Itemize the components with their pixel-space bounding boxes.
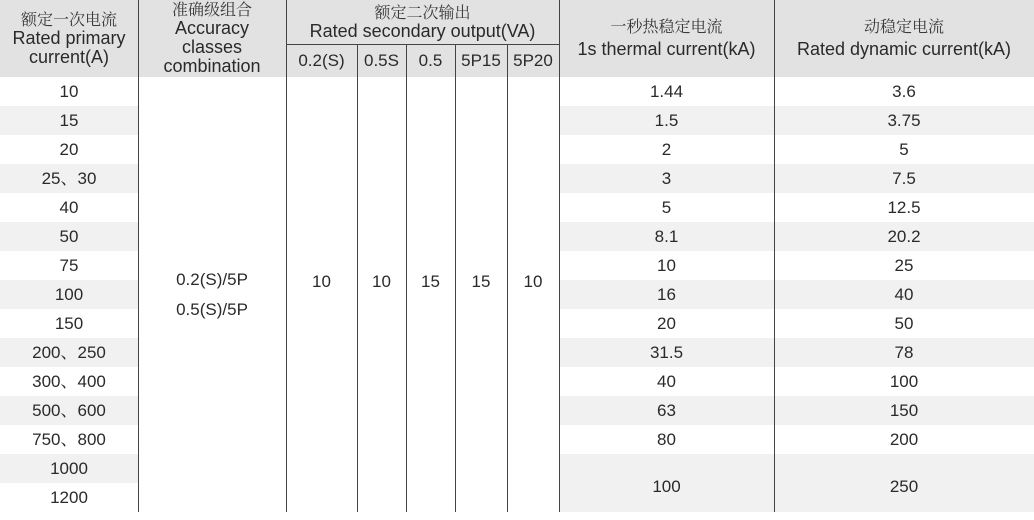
thermal-current-cell: 31.5 <box>649 343 684 362</box>
dynamic-current-cell: 100 <box>889 372 919 391</box>
secondary-value-5p20: 10 <box>523 272 543 291</box>
dynamic-current-cell: 78 <box>894 343 914 362</box>
dynamic-current-cell: 3.75 <box>887 111 921 130</box>
grid-vline <box>357 44 358 512</box>
thermal-current-cell: 1.5 <box>654 111 679 130</box>
primary-current-cell: 1000 <box>50 459 88 478</box>
grid-vline <box>286 0 287 512</box>
secondary-value-05: 15 <box>421 272 440 291</box>
thermal-current-cell: 63 <box>657 401 676 420</box>
secondary-value-05s: 10 <box>372 272 391 291</box>
dynamic-current-cell: 20.2 <box>887 227 921 246</box>
dynamic-current-cell: 200 <box>889 430 919 449</box>
primary-current-cell: 150 <box>54 314 84 333</box>
thermal-current-cell: 16 <box>657 285 676 304</box>
header-thermal-current <box>559 0 774 77</box>
dynamic-current-cell: 7.5 <box>892 169 916 188</box>
header-sub-05s: 0.5S <box>364 50 399 70</box>
secondary-value-5p15: 15 <box>471 272 491 291</box>
thermal-current-cell: 40 <box>657 372 676 391</box>
header-primary-zh: 额定一次电流 <box>20 9 117 29</box>
dynamic-current-cell: 250 <box>889 477 919 496</box>
header-accuracy-zh: 准确级组合 <box>171 0 252 19</box>
header-accuracy-en2: classes <box>181 37 243 57</box>
grid-vline <box>138 0 139 512</box>
primary-current-cell: 1200 <box>0 483 138 512</box>
header-thermal-zh: 一秒热稳定电流 <box>610 17 723 36</box>
header-dynamic-zh: 动稳定电流 <box>863 17 944 36</box>
primary-current-cell: 10 <box>59 82 79 101</box>
header-thermal-en: 1s thermal current(kA) <box>577 39 756 59</box>
header-accuracy-en3: combination <box>163 56 261 76</box>
header-dynamic-current <box>774 0 1034 77</box>
thermal-current-cell: 1.44 <box>649 82 684 101</box>
header-accuracy-classes <box>138 0 286 77</box>
grid-vline <box>774 0 775 512</box>
header-sub-05: 0.5 <box>418 50 443 70</box>
primary-current-cell: 40 <box>59 198 79 217</box>
dynamic-current-cell: 40 <box>894 285 914 304</box>
accuracy-value-2: 0.5(S)/5P <box>176 299 248 319</box>
primary-current-cell: 750、800 <box>32 430 106 449</box>
header-sub-5p20: 5P20 <box>513 50 553 70</box>
primary-current-cell: 15 <box>59 111 79 130</box>
header-dynamic-en: Rated dynamic current(kA) <box>796 39 1012 59</box>
thermal-current-cell: 5 <box>661 198 672 217</box>
grid-vline <box>559 0 560 512</box>
accuracy-value-1: 0.2(S)/5P <box>176 269 248 289</box>
dynamic-current-cell: 50 <box>894 314 914 333</box>
header-primary-en2: current(A) <box>28 46 109 67</box>
header-secondary-zh: 额定二次输出 <box>374 2 471 22</box>
thermal-current-cell: 20 <box>657 314 676 333</box>
grid-hline <box>286 44 559 45</box>
header-secondary-en: Rated secondary output(VA) <box>309 20 536 41</box>
accuracy-values <box>138 77 286 512</box>
thermal-current-cell: 2 <box>661 140 672 159</box>
dynamic-current-cell: 25 <box>894 256 914 275</box>
header-primary-en1: Rated primary <box>12 27 126 48</box>
header-sub-5p15: 5P15 <box>461 50 501 70</box>
dynamic-current-cell: 3.6 <box>892 82 916 101</box>
header-secondary-output <box>286 0 559 44</box>
thermal-current-cell: 8.1 <box>654 227 679 246</box>
dynamic-current-cell: 12.5 <box>887 198 921 217</box>
thermal-current-cell: 80 <box>657 430 676 449</box>
thermal-current-cell: 3 <box>661 169 672 188</box>
grid-vline <box>406 44 407 512</box>
dynamic-current-cell: 150 <box>889 401 919 420</box>
grid-vline <box>455 44 456 512</box>
primary-current-cell: 20 <box>59 140 79 159</box>
grid-vline <box>507 44 508 512</box>
primary-current-cell: 50 <box>59 227 79 246</box>
dynamic-current-cell: 5 <box>899 140 909 159</box>
primary-current-cell: 100 <box>54 285 84 304</box>
header-sub-02s: 0.2(S) <box>298 50 345 70</box>
header-primary-current <box>0 0 138 77</box>
primary-current-cell: 25、30 <box>41 169 97 188</box>
primary-current-cell: 75 <box>59 256 79 275</box>
thermal-current-cell: 10 <box>657 256 676 275</box>
primary-current-cell: 300、400 <box>32 372 106 391</box>
header-accuracy-en1: Accuracy <box>174 18 250 38</box>
primary-current-cell: 500、600 <box>32 401 106 420</box>
thermal-current-cell: 100 <box>652 477 681 496</box>
secondary-value-02s: 10 <box>312 272 331 291</box>
primary-current-cell: 200、250 <box>32 343 106 362</box>
